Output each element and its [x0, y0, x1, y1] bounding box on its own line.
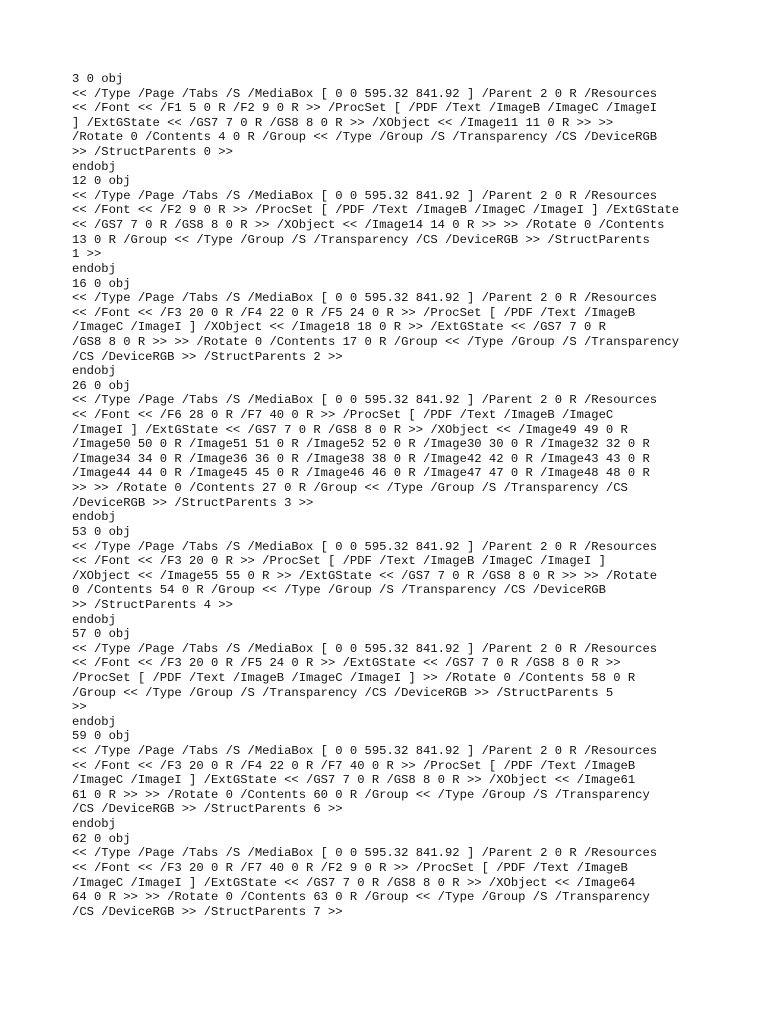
text-line: 57 0 obj — [72, 627, 131, 642]
text-line: /Group << /Type /Group /S /Transparency /CS /DeviceRGB >> /StructParents 5 — [72, 685, 614, 700]
text-line: << /Type /Page /Tabs /S /MediaBox [ 0 0 595.32 841.92 ] /Parent 2 0 R /Resources — [72, 846, 658, 861]
text-line: << /Font << /F3 20 0 R /F4 22 0 R /F5 24 0 R >> /ProcSet [ /PDF /Text /ImageB — [72, 305, 636, 320]
text-line: >> — [72, 700, 87, 715]
text-line: /ProcSet [ /PDF /Text /ImageB /ImageC /ImageI ] >> /Rotate 0 /Contents 58 0 R — [72, 670, 636, 685]
text-line: endobj — [72, 817, 116, 832]
text-line: << /Type /Page /Tabs /S /MediaBox [ 0 0 595.32 841.92 ] /Parent 2 0 R /Resources — [72, 291, 658, 306]
text-line: 64 0 R >> >> /Rotate 0 /Contents 63 0 R /Group << /Type /Group /S /Transparency — [72, 890, 650, 905]
text-line: 13 0 R /Group << /Type /Group /S /Transparency /CS /DeviceRGB >> /StructParents — [72, 232, 650, 247]
text-line: 16 0 obj — [72, 276, 131, 291]
text-line: /ImageC /ImageI ] /ExtGState << /GS7 7 0 R /GS8 8 0 R >> /XObject << /Image64 — [72, 875, 636, 890]
text-line: << /Font << /F2 9 0 R >> /ProcSet [ /PDF /Text /ImageB /ImageC /ImageI ] /ExtGState — [72, 203, 680, 218]
text-line: 61 0 R >> >> /Rotate 0 /Contents 60 0 R /Group << /Type /Group /S /Transparency — [72, 787, 650, 802]
text-line: /CS /DeviceRGB >> /StructParents 7 >> — [72, 904, 343, 919]
text-line: << /Type /Page /Tabs /S /MediaBox [ 0 0 595.32 841.92 ] /Parent 2 0 R /Resources — [72, 539, 658, 554]
text-line: endobj — [72, 510, 116, 525]
text-line: << /Type /Page /Tabs /S /MediaBox [ 0 0 595.32 841.92 ] /Parent 2 0 R /Resources — [72, 86, 658, 101]
text-line: /XObject << /Image55 55 0 R >> /ExtGState << /GS7 7 0 R /GS8 8 0 R >> >> /Rotate — [72, 568, 658, 583]
pdf-object-listing — [72, 72, 712, 919]
text-line: 0 /Contents 54 0 R /Group << /Type /Group /S /Transparency /CS /DeviceRGB — [72, 583, 606, 598]
text-line: << /Font << /F3 20 0 R /F5 24 0 R >> /ExtGState << /GS7 7 0 R /GS8 8 0 R >> — [72, 656, 621, 671]
text-line: >> /StructParents 4 >> — [72, 597, 233, 612]
text-line: >> >> /Rotate 0 /Contents 27 0 R /Group << /Type /Group /S /Transparency /CS — [72, 481, 628, 496]
text-line: /CS /DeviceRGB >> /StructParents 6 >> — [72, 802, 343, 817]
text-line: ] /ExtGState << /GS7 7 0 R /GS8 8 0 R >> /XObject << /Image11 11 0 R >> >> — [72, 115, 614, 130]
text-line: /CS /DeviceRGB >> /StructParents 2 >> — [72, 349, 343, 364]
text-line: endobj — [72, 714, 116, 729]
text-line: /Rotate 0 /Contents 4 0 R /Group << /Type /Group /S /Transparency /CS /DeviceRGB — [72, 130, 658, 145]
text-line: 3 0 obj — [72, 72, 124, 86]
text-line: 1 >> — [72, 247, 102, 262]
text-line: /DeviceRGB >> /StructParents 3 >> — [72, 495, 314, 510]
text-line: /ImageC /ImageI ] /ExtGState << /GS7 7 0 R /GS8 8 0 R >> /XObject << /Image61 — [72, 773, 636, 788]
text-line: endobj — [72, 159, 116, 174]
text-line: << /Type /Page /Tabs /S /MediaBox [ 0 0 595.32 841.92 ] /Parent 2 0 R /Resources — [72, 393, 658, 408]
text-line: << /Font << /F3 20 0 R /F4 22 0 R /F7 40 0 R >> /ProcSet [ /PDF /Text /ImageB — [72, 758, 636, 773]
text-line: endobj — [72, 364, 116, 379]
text-line: << /Type /Page /Tabs /S /MediaBox [ 0 0 595.32 841.92 ] /Parent 2 0 R /Resources — [72, 188, 658, 203]
text-line: /Image34 34 0 R /Image36 36 0 R /Image38 38 0 R /Image42 42 0 R /Image43 43 0 R — [72, 451, 650, 466]
text-line: /Image50 50 0 R /Image51 51 0 R /Image52 52 0 R /Image30 30 0 R /Image32 32 0 R — [72, 437, 650, 452]
text-line: 26 0 obj — [72, 378, 131, 393]
text-line: /Image44 44 0 R /Image45 45 0 R /Image46 46 0 R /Image47 47 0 R /Image48 48 0 R — [72, 466, 650, 481]
text-line: << /Type /Page /Tabs /S /MediaBox [ 0 0 595.32 841.92 ] /Parent 2 0 R /Resources — [72, 641, 658, 656]
text-line: /ImageI ] /ExtGState << /GS7 7 0 R /GS8 8 0 R >> /XObject << /Image49 49 0 R — [72, 422, 628, 437]
text-line: << /Font << /F3 20 0 R >> /ProcSet [ /PDF /Text /ImageB /ImageC /ImageI ] — [72, 554, 606, 569]
text-line: /GS8 8 0 R >> >> /Rotate 0 /Contents 17 0 R /Group << /Type /Group /S /Transparency — [72, 334, 680, 349]
text-line: << /Font << /F6 28 0 R /F7 40 0 R >> /ProcSet [ /PDF /Text /ImageB /ImageC — [72, 408, 614, 423]
text-line: 62 0 obj — [72, 831, 131, 846]
text-line: << /Type /Page /Tabs /S /MediaBox [ 0 0 595.32 841.92 ] /Parent 2 0 R /Resources — [72, 744, 658, 759]
text-line: /ImageC /ImageI ] /XObject << /Image18 18 0 R >> /ExtGState << /GS7 7 0 R — [72, 320, 606, 335]
text-line: endobj — [72, 261, 116, 276]
text-line: >> /StructParents 0 >> — [72, 145, 233, 160]
text-line: endobj — [72, 612, 116, 627]
text-line: 53 0 obj — [72, 524, 131, 539]
text-line: << /Font << /F1 5 0 R /F2 9 0 R >> /ProcSet [ /PDF /Text /ImageB /ImageC /ImageI — [72, 101, 658, 116]
text-line: 59 0 obj — [72, 729, 131, 744]
text-line: << /GS7 7 0 R /GS8 8 0 R >> /XObject << /Image14 14 0 R >> >> /Rotate 0 /Contents — [72, 218, 665, 233]
text-line: << /Font << /F3 20 0 R /F7 40 0 R /F2 9 0 R >> /ProcSet [ /PDF /Text /ImageB — [72, 860, 628, 875]
text-line: 12 0 obj — [72, 174, 131, 189]
